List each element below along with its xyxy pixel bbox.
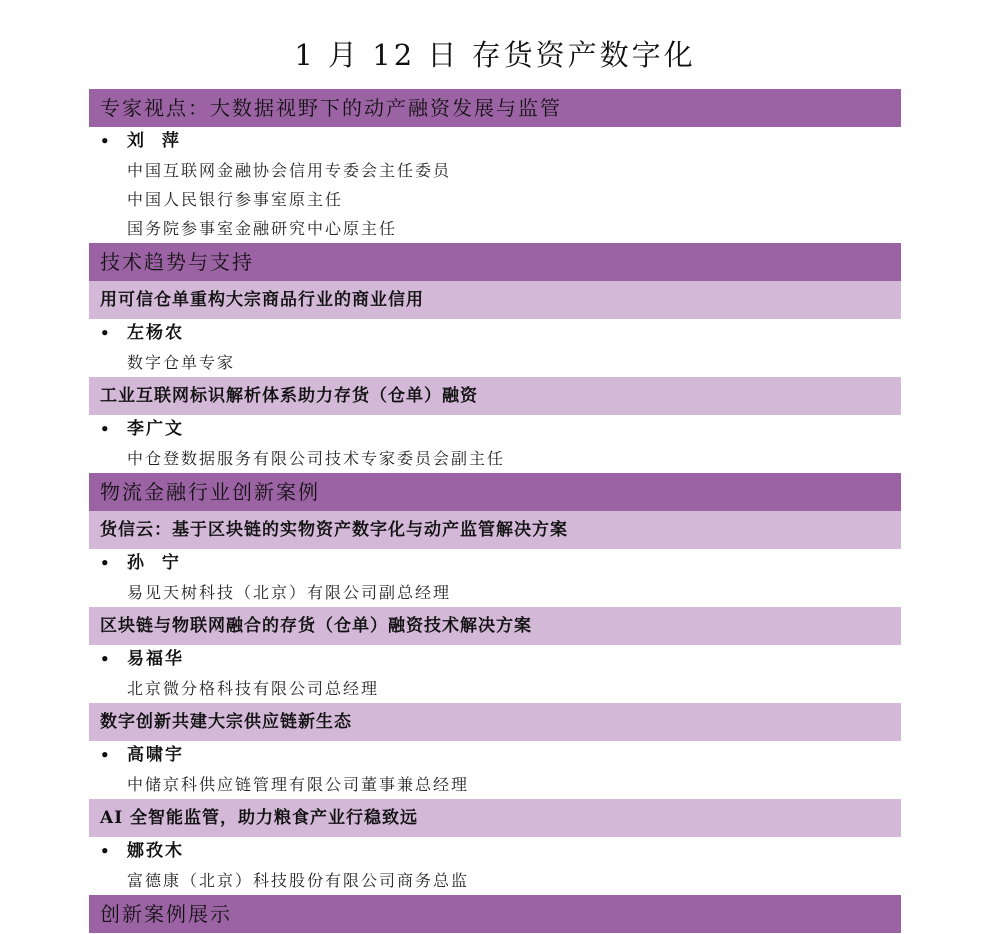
speaker-name-text: 高啸宇 bbox=[127, 745, 184, 765]
speaker-title: 中国互联网金融协会信用专委会主任委员 bbox=[127, 161, 452, 180]
speaker-name bbox=[89, 319, 901, 348]
speaker-title: 北京微分格科技有限公司总经理 bbox=[127, 679, 380, 698]
section-heading: 物流金融行业创新案例 bbox=[89, 473, 901, 511]
page-title: 1 月 12 日 存货资产数字化 bbox=[294, 38, 696, 73]
speaker-title: 中仓登数据服务有限公司技术专家委员会副主任 bbox=[127, 449, 506, 468]
section-heading: 技术趋势与支持 bbox=[89, 243, 901, 281]
speaker-name-text: 易福华 bbox=[127, 649, 184, 669]
topic-title: 工业互联网标识解析体系助力存货（仓单）融资 bbox=[89, 377, 901, 415]
speaker-title: 数字仓单专家 bbox=[127, 353, 236, 372]
bullet-icon: • bbox=[100, 650, 112, 668]
speaker-name-text: 李广文 bbox=[127, 419, 184, 439]
speaker-title: 国务院参事室金融研究中心原主任 bbox=[127, 219, 398, 238]
speaker-name bbox=[89, 645, 901, 674]
speaker-name-text: 刘 萍 bbox=[127, 131, 181, 151]
speaker-title: 富德康（北京）科技股份有限公司商务总监 bbox=[127, 871, 470, 890]
agenda bbox=[89, 89, 901, 933]
speaker-name-text: 孙 宁 bbox=[127, 553, 181, 573]
topic-title: 用可信仓单重构大宗商品行业的商业信用 bbox=[89, 281, 901, 319]
bullet-icon: • bbox=[100, 842, 112, 860]
speaker-name bbox=[89, 741, 901, 770]
section-heading: 专家视点：大数据视野下的动产融资发展与监管 bbox=[89, 89, 901, 127]
speaker-name bbox=[89, 415, 901, 444]
speaker-title: 中国人民银行参事室原主任 bbox=[127, 190, 344, 209]
speaker-title: 中储京科供应链管理有限公司董事兼总经理 bbox=[127, 775, 470, 794]
speaker-name-text: 娜孜木 bbox=[127, 841, 184, 861]
bullet-icon: • bbox=[100, 746, 112, 764]
topic-title: 区块链与物联网融合的存货（仓单）融资技术解决方案 bbox=[89, 607, 901, 645]
speaker-name-text: 左杨农 bbox=[127, 323, 184, 343]
bullet-icon: • bbox=[100, 420, 112, 438]
bullet-icon: • bbox=[100, 132, 112, 150]
topic-title: AI 全智能监管，助力粮食产业行稳致远 bbox=[89, 799, 901, 837]
speaker-name bbox=[89, 127, 901, 156]
speaker-title: 易见天树科技（北京）有限公司副总经理 bbox=[127, 583, 452, 602]
bullet-icon: • bbox=[100, 554, 112, 572]
section-heading: 创新案例展示 bbox=[89, 895, 901, 933]
topic-title: 货信云：基于区块链的实物资产数字化与动产监管解决方案 bbox=[89, 511, 901, 549]
speaker-name bbox=[89, 549, 901, 578]
speaker-name bbox=[89, 837, 901, 866]
topic-title: 数字创新共建大宗供应链新生态 bbox=[89, 703, 901, 741]
bullet-icon: • bbox=[100, 324, 112, 342]
